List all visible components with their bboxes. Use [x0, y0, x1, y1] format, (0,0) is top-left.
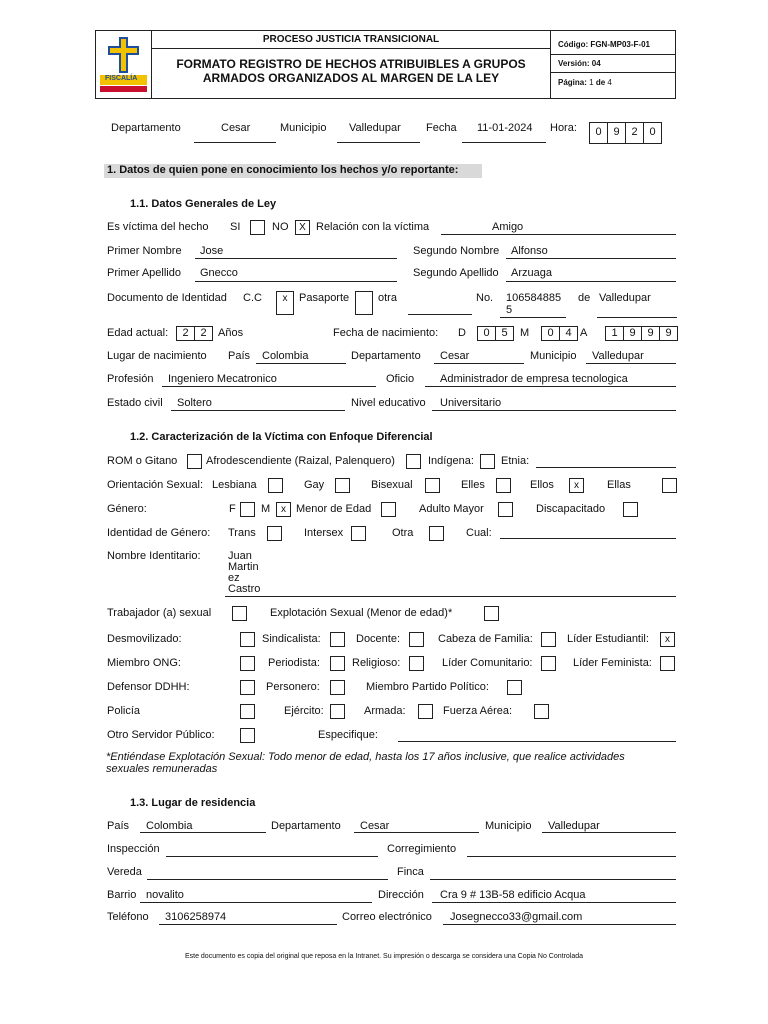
finca-label: Finca: [397, 866, 424, 878]
primer-nombre-label: Primer Nombre: [107, 245, 182, 257]
edad-field[interactable]: [176, 326, 213, 341]
nombre-identitario-line: Castro: [228, 583, 261, 595]
religioso-label: Religioso:: [352, 657, 401, 669]
doc-num-line2: 5: [506, 304, 513, 316]
relacion-value: Amigo: [492, 221, 524, 233]
docente-checkbox[interactable]: [409, 632, 424, 647]
gay-label: Gay: [304, 479, 325, 491]
lider-comunitario-label: Líder Comunitario:: [442, 657, 533, 669]
primer-apellido-field[interactable]: [195, 281, 397, 282]
form-code: Código: FGN-MP03-F-01: [558, 40, 650, 49]
anio-digit: 9: [665, 327, 672, 339]
primer-nombre-field[interactable]: [195, 258, 397, 259]
nombre-identitario-line: ez: [228, 572, 240, 584]
vereda-label: Vereda: [107, 866, 142, 878]
intersex-checkbox[interactable]: [351, 526, 366, 541]
otra-doc-field[interactable]: [408, 314, 472, 315]
desmovilizado-checkbox[interactable]: [240, 632, 255, 647]
estado-civil-value: Soltero: [177, 397, 212, 409]
mes-digit: 0: [542, 327, 560, 340]
code-cell: [550, 30, 676, 55]
primer-nombre-value: Jose: [200, 245, 224, 257]
indigena-label: Indígena:: [428, 455, 474, 467]
logo-cell: [95, 30, 152, 99]
cc-label: C.C: [243, 292, 262, 304]
estado-civil-label: Estado civil: [107, 397, 163, 409]
res-mpio-field[interactable]: [542, 832, 676, 833]
direccion-field[interactable]: [432, 902, 676, 903]
profesion-value: Ingeniero Mecatronico: [168, 373, 277, 385]
depto-field[interactable]: [434, 363, 524, 364]
doc-no-label: No.: [476, 292, 494, 304]
doc-num-field[interactable]: [500, 317, 566, 318]
trans-label: Trans: [228, 527, 256, 539]
dia-label: D: [458, 327, 466, 339]
fecha-nac-label: Fecha de nacimiento:: [333, 327, 439, 339]
ddhh-checkbox[interactable]: [240, 680, 255, 695]
mes-digit: 4: [565, 327, 572, 339]
policia-checkbox[interactable]: [240, 704, 255, 719]
menor-label: Menor de Edad: [296, 503, 372, 515]
adulto-checkbox[interactable]: [498, 502, 513, 517]
policia-label: Policía: [107, 705, 141, 717]
nombre-identitario-line: Juan: [228, 550, 252, 562]
corregimiento-label: Corregimiento: [387, 843, 457, 855]
primer-apellido-label: Primer Apellido: [107, 267, 181, 279]
pais-value: Colombia: [262, 350, 309, 362]
elles-label: Elles: [461, 479, 485, 491]
hora-digit: 0: [590, 123, 608, 143]
anio-digit: 9: [624, 327, 642, 340]
relacion-field[interactable]: [441, 234, 676, 235]
doc-de-label: de: [578, 292, 591, 304]
anio-field[interactable]: [605, 326, 678, 341]
anos-label: Años: [218, 327, 244, 339]
res-pais-value: Colombia: [146, 820, 193, 832]
nivel-value: Universitario: [440, 397, 502, 409]
version-cell: [550, 54, 676, 73]
mes-field[interactable]: [541, 326, 578, 341]
mes-label: M: [520, 327, 530, 339]
ejercito-checkbox[interactable]: [330, 704, 345, 719]
otro-servidor-checkbox[interactable]: [240, 728, 255, 743]
finca-field[interactable]: [430, 879, 676, 880]
armada-checkbox[interactable]: [418, 704, 433, 719]
indigena-checkbox[interactable]: [480, 454, 495, 469]
pasaporte-checkbox[interactable]: [355, 291, 373, 315]
lugar-nac-label: Lugar de nacimiento: [107, 350, 207, 362]
segundo-nombre-label: Segundo Nombre: [413, 245, 500, 257]
res-pais-label: País: [107, 820, 130, 832]
res-depto-label: Departamento: [271, 820, 341, 832]
telefono-value: 3106258974: [165, 911, 227, 923]
especifique-label: Especifique:: [318, 729, 378, 741]
vereda-field[interactable]: [147, 879, 388, 880]
hora-digit: 0: [649, 126, 656, 138]
page-indicator: Página: 1 de 4: [558, 78, 612, 87]
victima-label: Es víctima del hecho: [107, 221, 209, 233]
dia-digit: 0: [478, 327, 496, 340]
no-label: NO: [272, 221, 289, 233]
bisexual-checkbox[interactable]: [425, 478, 440, 493]
partido-label: Miembro Partido Político:: [366, 681, 489, 693]
genero-m-checkbox[interactable]: x: [276, 502, 291, 517]
sindicalista-label: Sindicalista:: [262, 633, 321, 645]
explotacion-label: Explotación Sexual (Menor de edad)*: [270, 607, 453, 619]
process-name: PROCESO JUSTICIA TRANSICIONAL: [262, 34, 440, 45]
telefono-label: Teléfono: [107, 911, 149, 923]
lider-feminista-checkbox[interactable]: [660, 656, 675, 671]
rom-label: ROM o Gitano: [107, 455, 178, 467]
victima-no-checkbox[interactable]: X: [295, 220, 310, 235]
pais-field[interactable]: [256, 363, 346, 364]
doc-ciudad-field[interactable]: [597, 317, 677, 318]
religioso-checkbox[interactable]: [409, 656, 424, 671]
ddhh-label: Defensor DDHH:: [107, 681, 190, 693]
section-1-2-title: 1.2. Caracterización de la Víctima con Enfoque Diferencial: [130, 431, 433, 443]
discapacitado-checkbox[interactable]: [623, 502, 638, 517]
partido-checkbox[interactable]: [507, 680, 522, 695]
depto-label: Departamento: [351, 350, 421, 362]
note-line2: sexuales remuneradas: [106, 763, 218, 775]
form-title-line1: FORMATO REGISTRO DE HECHOS ATRIBUIBLES A GRUPOS: [176, 57, 526, 71]
m-label: M: [261, 503, 271, 515]
nivel-label: Nivel educativo: [351, 397, 426, 409]
res-mpio-label: Municipio: [485, 820, 532, 832]
victima-si-checkbox[interactable]: [250, 220, 265, 235]
departamento-label: Departamento: [111, 122, 181, 134]
anio-label: A: [580, 327, 588, 339]
mpio-label: Municipio: [530, 350, 577, 362]
trabajador-checkbox[interactable]: [232, 606, 247, 621]
hora-label: Hora:: [550, 122, 577, 134]
lider-feminista-label: Líder Feminista:: [573, 657, 652, 669]
correo-label: Correo electrónico: [342, 911, 432, 923]
depto-value: Cesar: [440, 350, 470, 362]
logo-text: FISCALÍA: [105, 75, 138, 82]
estado-civil-field[interactable]: [171, 410, 345, 411]
edad-digit: 2: [177, 327, 195, 340]
oficio-value: Administrador de empresa tecnologica: [440, 373, 628, 385]
ong-checkbox[interactable]: [240, 656, 255, 671]
otro-servidor-label: Otro Servidor Público:: [107, 729, 215, 741]
ellas-label: Ellas: [607, 479, 631, 491]
cabeza-label: Cabeza de Familia:: [438, 633, 533, 645]
fiscalia-logo-icon: [96, 31, 151, 98]
afro-checkbox[interactable]: [406, 454, 421, 469]
explotacion-checkbox[interactable]: [484, 606, 499, 621]
intersex-label: Intersex: [304, 527, 344, 539]
segundo-nombre-field[interactable]: [506, 258, 676, 259]
sindicalista-checkbox[interactable]: [330, 632, 345, 647]
cual-field[interactable]: [500, 538, 676, 539]
bisexual-label: Bisexual: [371, 479, 413, 491]
anio-digit: 9: [642, 327, 660, 340]
desmovilizado-label: Desmovilizado:: [107, 633, 182, 645]
otra-label: otra: [378, 292, 397, 304]
corregimiento-field[interactable]: [467, 856, 676, 857]
adulto-label: Adulto Mayor: [419, 503, 484, 515]
ellas-checkbox[interactable]: [662, 478, 677, 493]
section-1-3-title: 1.3. Lugar de residencia: [130, 797, 256, 809]
departamento-value: Cesar: [221, 122, 251, 134]
cual-label: Cual:: [466, 527, 492, 539]
res-depto-field[interactable]: [354, 832, 479, 833]
profesion-field[interactable]: [162, 386, 376, 387]
municipio-field[interactable]: [337, 142, 420, 143]
identidad-label: Identidad de Género:: [107, 527, 211, 539]
res-pais-field[interactable]: [140, 832, 266, 833]
discapacitado-label: Discapacitado: [536, 503, 606, 515]
ellos-label: Ellos: [530, 479, 554, 491]
otra-genero-label: Otra: [392, 527, 414, 539]
direccion-label: Dirección: [378, 889, 424, 901]
afro-label: Afrodescendiente (Raizal, Palenquero): [206, 455, 395, 467]
gay-checkbox[interactable]: [335, 478, 350, 493]
f-label: F: [229, 503, 236, 515]
oficio-label: Oficio: [386, 373, 415, 385]
fecha-field[interactable]: [462, 142, 546, 143]
hora-digit: 2: [626, 123, 644, 143]
form-title-line2: ARMADOS ORGANIZADOS AL MARGEN DE LA LEY: [202, 71, 500, 85]
personero-label: Personero:: [266, 681, 320, 693]
nombre-identitario-line: Martin: [228, 561, 259, 573]
barrio-label: Barrio: [107, 889, 137, 901]
ong-label: Miembro ONG:: [107, 657, 181, 669]
lesbiana-label: Lesbiana: [212, 479, 257, 491]
barrio-field[interactable]: [140, 902, 372, 903]
barrio-value: novalito: [146, 889, 184, 901]
pasaporte-label: Pasaporte: [299, 292, 350, 304]
correo-field[interactable]: [443, 924, 676, 925]
etnia-label: Etnia:: [501, 455, 530, 467]
etnia-field[interactable]: [536, 467, 676, 468]
note-line1: *Entiéndase Explotación Sexual: Todo menor de edad, hasta los 17 años inclusive, que realice actividades: [106, 751, 625, 763]
mpio-value: Valledupar: [592, 350, 644, 362]
periodista-label: Periodista:: [268, 657, 320, 669]
lider-comunitario-checkbox[interactable]: [541, 656, 556, 671]
section-1-1-title: 1.1. Datos Generales de Ley: [130, 198, 277, 210]
armada-label: Armada:: [364, 705, 406, 717]
municipio-label: Municipio: [280, 122, 327, 134]
oficio-field[interactable]: [425, 386, 676, 387]
footer-disclaimer: Este documento es copia del original que reposa en la Intranet. Su impresión o descarga se considera una Copia No Controlada: [184, 953, 584, 960]
inspeccion-field[interactable]: [166, 856, 378, 857]
nombre-identitario-field[interactable]: [225, 596, 676, 597]
menor-checkbox[interactable]: [381, 502, 396, 517]
segundo-apellido-label: Segundo Apellido: [413, 267, 499, 279]
telefono-field[interactable]: [159, 924, 337, 925]
genero-label: Género:: [107, 503, 147, 515]
doc-num-line1: 106584885: [506, 292, 562, 304]
fecha-value: 11-01-2024: [477, 122, 533, 134]
cc-checkbox[interactable]: x: [276, 291, 294, 315]
hora-field[interactable]: [589, 122, 662, 144]
orientacion-label: Orientación Sexual:: [107, 479, 203, 491]
nivel-field[interactable]: [432, 410, 676, 411]
docente-label: Docente:: [356, 633, 401, 645]
relacion-label: Relación con la víctima: [316, 221, 430, 233]
segundo-nombre-value: Alfonso: [511, 245, 548, 257]
res-mpio-value: Valledupar: [548, 820, 600, 832]
hora-digit: 9: [608, 123, 626, 143]
pais-label: País: [228, 350, 251, 362]
edad-label: Edad actual:: [107, 327, 169, 339]
direccion-value: Cra 9 # 13B-58 edificio Acqua: [440, 889, 586, 901]
fecha-label: Fecha: [426, 122, 457, 134]
especifique-field[interactable]: [398, 741, 676, 742]
anio-digit: 1: [606, 327, 624, 340]
lider-estudiantil-checkbox[interactable]: x: [660, 632, 675, 647]
segundo-apellido-value: Arzuaga: [511, 267, 552, 279]
title-cell: [151, 48, 551, 99]
genero-f-checkbox[interactable]: [240, 502, 255, 517]
lesbiana-checkbox[interactable]: [268, 478, 283, 493]
elles-checkbox[interactable]: [496, 478, 511, 493]
process-cell: [151, 30, 551, 49]
mpio-field[interactable]: [586, 363, 676, 364]
ejercito-label: Ejército:: [284, 705, 324, 717]
otra-genero-checkbox[interactable]: [429, 526, 444, 541]
departamento-field[interactable]: [194, 142, 276, 143]
page-cell: [550, 72, 676, 99]
correo-value: Josegnecco33@gmail.com: [450, 911, 583, 923]
lider-estudiantil-label: Líder Estudiantil:: [567, 633, 649, 645]
documento-label: Documento de Identidad: [107, 292, 227, 304]
dia-field[interactable]: [477, 326, 514, 341]
trabajador-label: Trabajador (a) sexual: [107, 607, 212, 619]
si-label: SI: [230, 221, 241, 233]
inspeccion-label: Inspección: [107, 843, 160, 855]
trans-checkbox[interactable]: [267, 526, 282, 541]
form-version: Versión: 04: [558, 59, 601, 68]
nombre-identitario-label: Nombre Identitario:: [107, 550, 201, 562]
doc-ciudad-value: Valledupar: [599, 292, 651, 304]
segundo-apellido-field[interactable]: [506, 281, 676, 282]
rom-checkbox[interactable]: [187, 454, 202, 469]
municipio-value: Valledupar: [349, 122, 401, 134]
section-1-title: 1. Datos de quien pone en conocimiento los hechos y/o reportante:: [104, 164, 482, 178]
res-depto-value: Cesar: [360, 820, 390, 832]
dia-digit: 5: [501, 327, 508, 339]
fuerza-aerea-checkbox[interactable]: [534, 704, 549, 719]
profesion-label: Profesión: [107, 373, 154, 385]
cabeza-checkbox[interactable]: [541, 632, 556, 647]
personero-checkbox[interactable]: [330, 680, 345, 695]
ellos-checkbox[interactable]: x: [569, 478, 584, 493]
edad-digit: 2: [200, 327, 207, 339]
periodista-checkbox[interactable]: [330, 656, 345, 671]
primer-apellido-value: Gnecco: [200, 267, 238, 279]
fuerza-aerea-label: Fuerza Aérea:: [443, 705, 513, 717]
